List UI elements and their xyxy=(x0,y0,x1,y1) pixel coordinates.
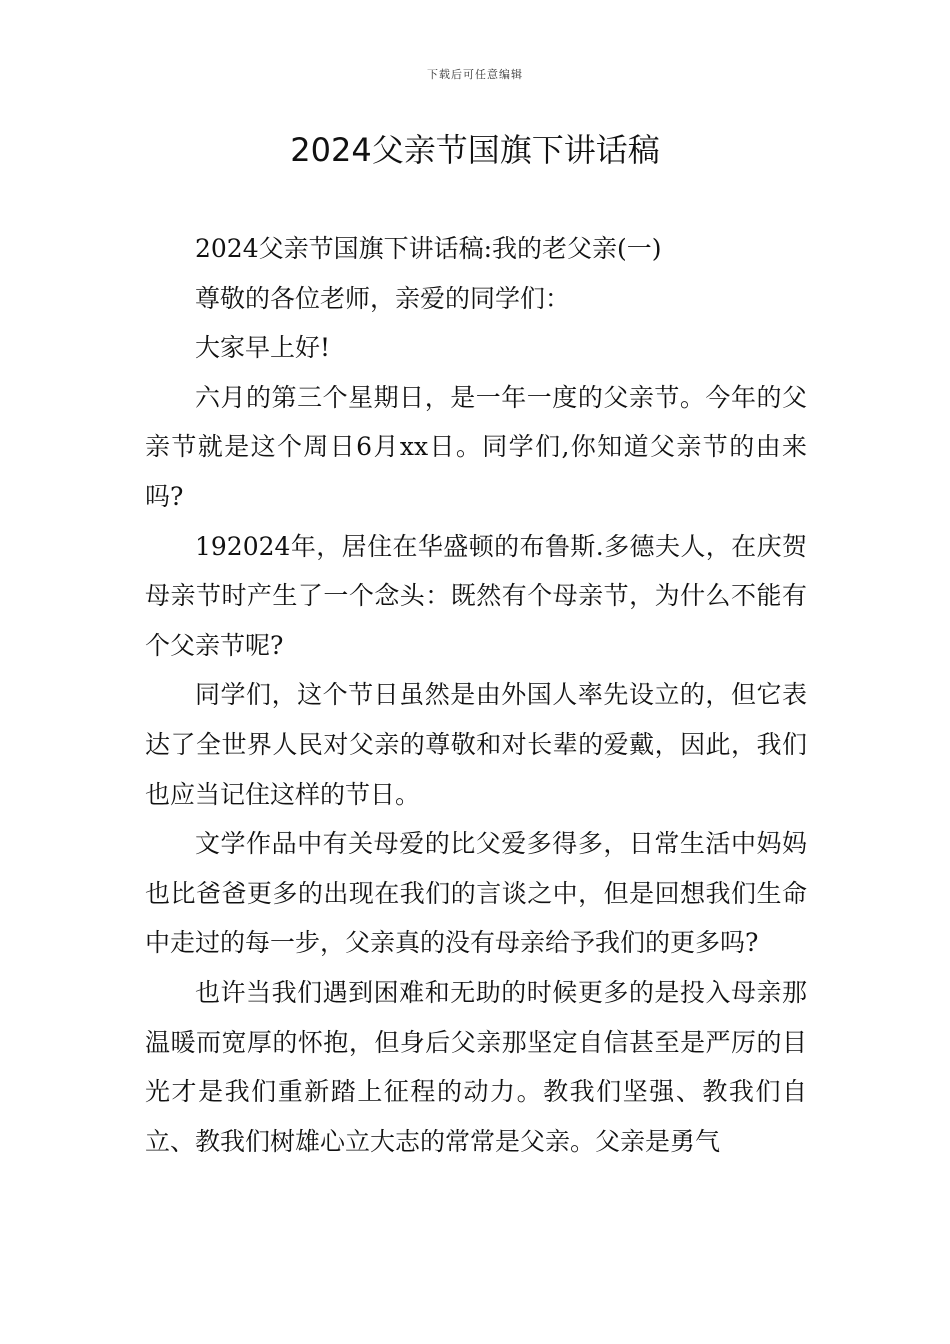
header-note: 下载后可任意编辑 xyxy=(427,68,523,81)
paragraph-greeting: 大家早上好! xyxy=(195,333,331,363)
paragraph-subtitle: 2024父亲节国旗下讲话稿:我的老父亲(一) xyxy=(195,234,662,263)
paragraph: 192024年，居住在华盛顿的布鲁斯.多德夫人，在庆贺母亲节时产生了一个念头：既然有个母亲节，为什么不能有个父亲节呢? xyxy=(145,531,807,660)
paragraph-salutation: 尊敬的各位老师，亲爱的同学们： xyxy=(195,283,571,313)
paragraph: 也许当我们遇到困难和无助的时候更多的是投入母亲那温暖而宽厚的怀抱，但身后父亲那坚定自信甚至是严厉的目光才是我们重新踏上征程的动力。教我们坚强、教我们自立、教我们树雄心立大志的常常是父亲。父亲是勇气 xyxy=(145,977,807,1156)
paragraph: 同学们，这个节日虽然是由外国人率先设立的，但它表达了全世界人民对父亲的尊敬和对长辈的爱戴，因此，我们也应当记住这样的节日。 xyxy=(145,680,807,809)
paragraph: 六月的第三个星期日，是一年一度的父亲节。今年的父亲节就是这个周日6月xx日。同学们,你知道父亲节的由来吗? xyxy=(145,382,807,511)
paragraph: 文学作品中有关母爱的比父爱多得多，日常生活中妈妈也比爸爸更多的出现在我们的言谈之中，但是回想我们生命中走过的每一步，父亲真的没有母亲给予我们的更多吗? xyxy=(145,829,807,958)
document-body xyxy=(145,224,807,1166)
page-title: 2024父亲节国旗下讲话稿 xyxy=(290,131,660,169)
